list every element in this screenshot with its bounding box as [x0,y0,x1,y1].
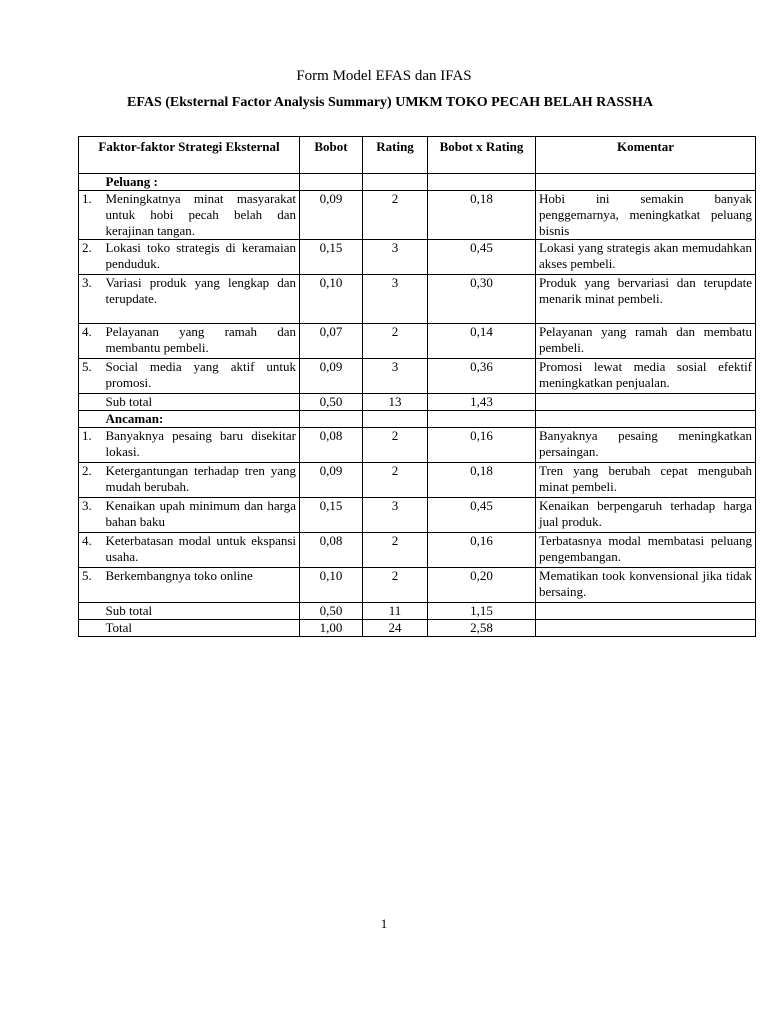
row-komentar: Lokasi yang strategis akan memudahkan akses pembeli. [536,240,756,275]
total-row [79,620,756,637]
row-number: 1. [79,191,103,240]
row-rating: 3 [363,359,428,394]
row-faktor: Meningkatnya minat masyarakat untuk hobi pecah belah dan kerajinan tangan. [103,191,300,240]
row-bobot: 0,07 [300,324,363,359]
row-komentar: Terbatasnya modal membatasi peluang pengembangan. [536,533,756,568]
row-rating: 3 [363,498,428,533]
row-bobot: 0,10 [300,568,363,603]
header-faktor: Faktor-faktor Strategi Eksternal [79,137,300,174]
row-skor: 0,45 [428,240,536,275]
row-number: 2. [79,463,103,498]
row-skor: 0,30 [428,275,536,324]
row-bobot: 0,08 [300,533,363,568]
row-faktor: Ketergantungan terhadap tren yang mudah berubah. [103,463,300,498]
table-row [79,463,756,498]
table-row [79,498,756,533]
row-bobot: 0,09 [300,463,363,498]
row-bobot: 0,09 [300,191,363,240]
table-header-row [79,137,756,174]
row-faktor: Social media yang aktif untuk promosi. [103,359,300,394]
row-komentar: Hobi ini semakin banyak penggemarnya, meningkatkat peluang bisnis [536,191,756,240]
subtotal-bobot: 0,50 [300,603,363,620]
row-skor: 0,36 [428,359,536,394]
total-rating: 24 [363,620,428,637]
table-row [79,568,756,603]
row-number: 3. [79,498,103,533]
row-skor: 0,45 [428,498,536,533]
header-komentar: Komentar [536,137,756,174]
section-label-ancaman: Ancaman: [103,411,300,428]
row-bobot: 0,10 [300,275,363,324]
table-row [79,324,756,359]
page-number: 1 [380,916,388,931]
row-rating: 2 [363,428,428,463]
table-row [79,359,756,394]
row-faktor: Pelayanan yang ramah dan membantu pembeli. [103,324,300,359]
section-label-peluang: Peluang : [103,174,300,191]
row-rating: 3 [363,240,428,275]
section-row-ancaman [79,411,756,428]
row-number: 2. [79,240,103,275]
row-rating: 2 [363,324,428,359]
subtotal-row-peluang [79,394,756,411]
row-rating: 3 [363,275,428,324]
row-rating: 2 [363,463,428,498]
header-bobot-x-rating: Bobot x Rating [428,137,536,174]
row-rating: 2 [363,191,428,240]
total-bobot: 1,00 [300,620,363,637]
row-bobot: 0,15 [300,498,363,533]
row-komentar: Promosi lewat media sosial efektif meningkatkan penjualan. [536,359,756,394]
header-bobot: Bobot [300,137,363,174]
row-rating: 2 [363,533,428,568]
subtotal-rating: 11 [363,603,428,620]
table-row [79,275,756,324]
row-skor: 0,18 [428,463,536,498]
row-komentar: Pelayanan yang ramah dan membatu pembeli. [536,324,756,359]
table-row [79,191,756,240]
efas-table [78,136,756,637]
table-row [79,240,756,275]
subtotal-rating: 13 [363,394,428,411]
document-title: Form Model EFAS dan IFAS [296,68,472,84]
subtotal-row-ancaman [79,603,756,620]
row-number: 5. [79,568,103,603]
subtotal-label: Sub total [103,394,300,411]
header-rating: Rating [363,137,428,174]
row-faktor: Kenaikan upah minimum dan harga bahan baku [103,498,300,533]
row-skor: 0,14 [428,324,536,359]
subtotal-label: Sub total [103,603,300,620]
row-bobot: 0,09 [300,359,363,394]
row-skor: 0,16 [428,533,536,568]
row-komentar: Produk yang bervariasi dan terupdate menarik minat pembeli. [536,275,756,324]
subtotal-skor: 1,15 [428,603,536,620]
row-komentar: Mematikan took konvensional jika tidak bersaing. [536,568,756,603]
row-skor: 0,16 [428,428,536,463]
subtotal-skor: 1,43 [428,394,536,411]
row-faktor: Variasi produk yang lengkap dan terupdate. [103,275,300,324]
section-row-peluang [79,174,756,191]
row-bobot: 0,15 [300,240,363,275]
total-label: Total [103,620,300,637]
row-komentar: Kenaikan berpengaruh terhadap harga jual produk. [536,498,756,533]
row-faktor: Lokasi toko strategis di keramaian penduduk. [103,240,300,275]
row-number: 4. [79,533,103,568]
row-komentar: Banyaknya pesaing meningkatkan persaingan. [536,428,756,463]
table-row [79,428,756,463]
row-number: 4. [79,324,103,359]
table-title: EFAS (Eksternal Factor Analysis Summary) UMKM TOKO PECAH BELAH RASSHA [127,95,653,110]
row-number: 1. [79,428,103,463]
row-rating: 2 [363,568,428,603]
row-komentar: Tren yang berubah cepat mengubah minat pembeli. [536,463,756,498]
row-number: 5. [79,359,103,394]
row-number: 3. [79,275,103,324]
row-faktor: Banyaknya pesaing baru disekitar lokasi. [103,428,300,463]
row-faktor: Keterbatasan modal untuk ekspansi usaha. [103,533,300,568]
row-faktor: Berkembangnya toko online [103,568,300,603]
row-skor: 0,18 [428,191,536,240]
table-row [79,533,756,568]
row-skor: 0,20 [428,568,536,603]
row-bobot: 0,08 [300,428,363,463]
subtotal-bobot: 0,50 [300,394,363,411]
total-skor: 2,58 [428,620,536,637]
